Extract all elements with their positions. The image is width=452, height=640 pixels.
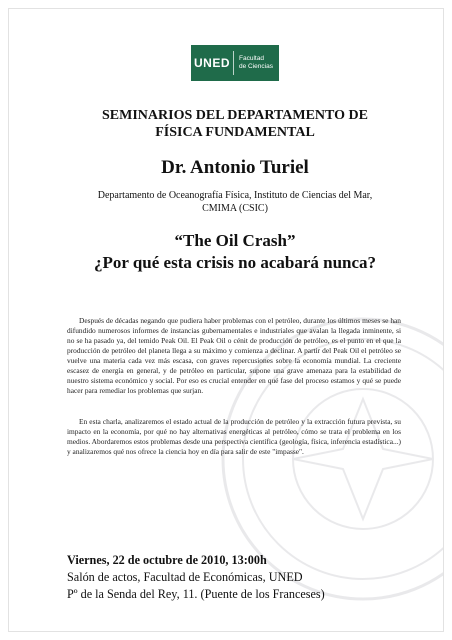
seminar-heading [39, 107, 431, 141]
abstract-paragraph-1: Después de décadas negando que pudiera haber problemas con el petróleo, durante los últimos meses se han difundido numerosos informes de instancias gubernamentales e industriales que avalan la llegada inminente, si no se ha pasado ya, del temido Peak Oil. El Peak Oil o cénit de producción de petróleo, es el punto en el que la producción de petróleo del planeta llega a su máximo y comienza a declinar. A partir del Peak Oil el petróleo se vuelve una materia cada vez más escasa, con graves repercusiones sobre la economía mundial. La creciente escasez de energía en general, y de petróleo en particular, supone una grave amenaza para la estabilidad de nuestro sistema económico y social. Por eso es crucial entender en qué fase del proceso estamos y qué se puede hacer para remediar los problemas que surjan. [67, 316, 401, 395]
logo-faculty [234, 45, 279, 81]
abstract-paragraph-2: En esta charla, analizaremos el estado actual de la producción de petróleo y la extracción futura prevista, su impacto en la economía, por qué no hay alternativas energéticas al petróleo, cómo se trata el problema en los medios. Abordaremos estos problemas desde una perspectiva científica (geología, física, inferencia estadística...) y analizaremos qué nos ofrece la ciencia hoy en día para salir de este "impasse". [67, 417, 401, 456]
event-address: Pº de la Senda del Rey, 11. (Puente de los Franceses) [67, 587, 325, 601]
affiliation-line1: Departamento de Oceanografía Física, Instituto de Ciencias del Mar, [97, 190, 373, 201]
talk-title-line1: “The Oil Crash” [174, 231, 296, 250]
logo-faculty-line2: de Ciencias [239, 63, 273, 70]
speaker-affiliation [39, 189, 431, 215]
seminar-line1: SEMINARIOS DEL DEPARTAMENTO DE [102, 108, 368, 123]
event-venue: Salón de actos, Facultad de Económicas, UNED [67, 570, 303, 584]
poster-page [8, 8, 444, 632]
uned-logo [191, 45, 279, 81]
event-date: Viernes, 22 de octubre de 2010, 13:00h [67, 553, 267, 567]
speaker-name: Dr. Antonio Turiel [161, 157, 309, 178]
logo-faculty-line1: Facultad [239, 55, 264, 62]
affiliation-line2: CMIMA (CSIC) [202, 203, 268, 214]
talk-title-line2: ¿Por qué esta crisis no acabará nunca? [93, 253, 377, 272]
logo-brand: UNED [193, 56, 230, 70]
seminar-line2: FÍSICA FUNDAMENTAL [155, 125, 315, 140]
